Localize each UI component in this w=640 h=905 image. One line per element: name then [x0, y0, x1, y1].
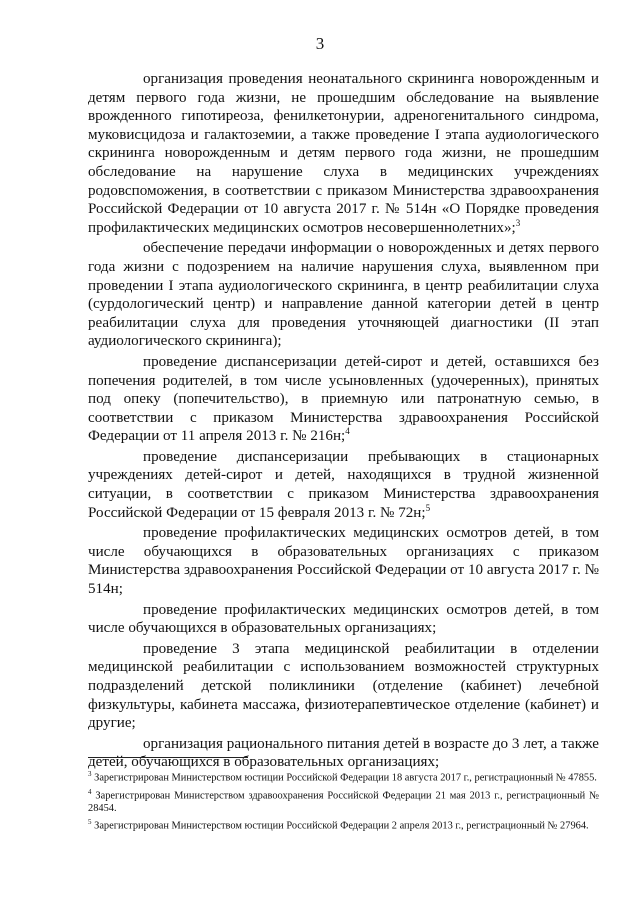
footnote-text: Зарегистрирован Министерством юстиции Российской Федерации 18 августа 2017 г., регистрационный № 47855.: [94, 772, 597, 784]
paragraph-text: обеспечение передачи информации о новорожденных и детях первого года жизни с подозрением на наличие нарушения слуха, выявленном при проведении I этапа аудиологического скрининга, в центр реабилитации слуха (сурдологический центр) и направление данной категории детей в центр реабилитации слуха для проведения уточняющей диагностики (II этап аудиологического скрининга);: [88, 240, 599, 350]
footnote-ref: 3: [515, 217, 521, 228]
footnote-mark: 5: [88, 818, 92, 827]
footnote-mark: 3: [88, 770, 92, 778]
paragraph-preventive-exams-students: [88, 601, 599, 638]
paragraph-rehabilitation: [88, 640, 599, 733]
footnote-5: [88, 816, 599, 833]
footnote-ref: 5: [425, 502, 431, 513]
paragraph-text: организация проведения неонатального скрининга новорожденным и детям первого года жизни, не прошедшим обследование на выявление врожденного гипотиреоза, фенилкетонурии, адреногенитального синдрома, муковисцидоза и галактоземии, а также проведение I этапа аудиологического скрининга новорожденным и детям первого года жизни, не прошедшим обследование на нарушение слуха в медицинских учреждениях родовспоможения, в соответствии с приказом Министерства здравоохранения Российской Федерации от 10 августа 2017 г. № 514н «О Порядке проведения профилактических медицинских осмотров несовершеннолетних»;: [88, 71, 599, 236]
footnote-mark: 4: [88, 787, 92, 796]
paragraph-text: проведение 3 этапа медицинской реабилитации в отделении медицинской реабилитации с использованием возможностей структурных подразделений детской поликлиники (отделение (кабинет) лечебной физкультуры, кабинета массажа, физиотерапевтическое отделение (кабинет) и другие;: [88, 640, 599, 732]
document-body: [88, 70, 599, 774]
paragraph-orphans-dispensary: [88, 353, 599, 446]
paragraph-text: проведение диспансеризации пребывающих в стационарных учреждениях детей-сирот и детей, находящихся в трудной жизненной ситуации, в соответствии с приказом Министерства здравоохранения Российской Федерации от 15 февраля 2013 г. № 72н;: [88, 448, 599, 521]
footnote-text: Зарегистрирован Министерством юстиции Российской Федерации 2 апреля 2013 г., регистрационный № 27964.: [94, 820, 589, 832]
paragraph-neonatal-screening: [88, 70, 599, 237]
paragraph-text: проведение диспансеризации детей-сирот и детей, оставшихся без попечения родителей, в том числе усыновленных (удочеренных), принятых под опеку (попечительство), в приемную или патронатную семью, в соответствии с приказом Министерства здравоохранения Российской Федерации от 11 апреля 2013 г. № 216н;: [88, 353, 599, 445]
footnote-3: [88, 768, 599, 785]
footnote-divider: [88, 757, 248, 758]
footnote-ref: 4: [345, 426, 350, 437]
paragraph-text: проведение профилактических медицинских осмотров детей, в том числе обучающихся в образовательных организациях с приказом Министерства здравоохранения Российской Федерации от 10 августа 2017 г. № 514н;: [88, 525, 599, 598]
paragraph-hearing-info: [88, 239, 599, 351]
paragraph-inpatient-dispensary: [88, 448, 599, 522]
paragraph-nutrition: [88, 735, 599, 772]
paragraph-preventive-exams: [88, 524, 599, 598]
footnotes: [88, 768, 599, 834]
footnote-4: [88, 786, 599, 815]
page-number: 3: [315, 34, 325, 53]
footnote-text: Зарегистрирован Министерством здравоохранения Российской Федерации 21 мая 2013 г., регистрационный № 28454.: [88, 790, 599, 814]
paragraph-text: организация рационального питания детей в возрасте до 3 лет, а также детей, обучающихся в образовательных организациях;: [88, 735, 599, 771]
paragraph-text: проведение профилактических медицинских осмотров детей, в том числе обучающихся в образовательных организациях;: [88, 601, 599, 637]
